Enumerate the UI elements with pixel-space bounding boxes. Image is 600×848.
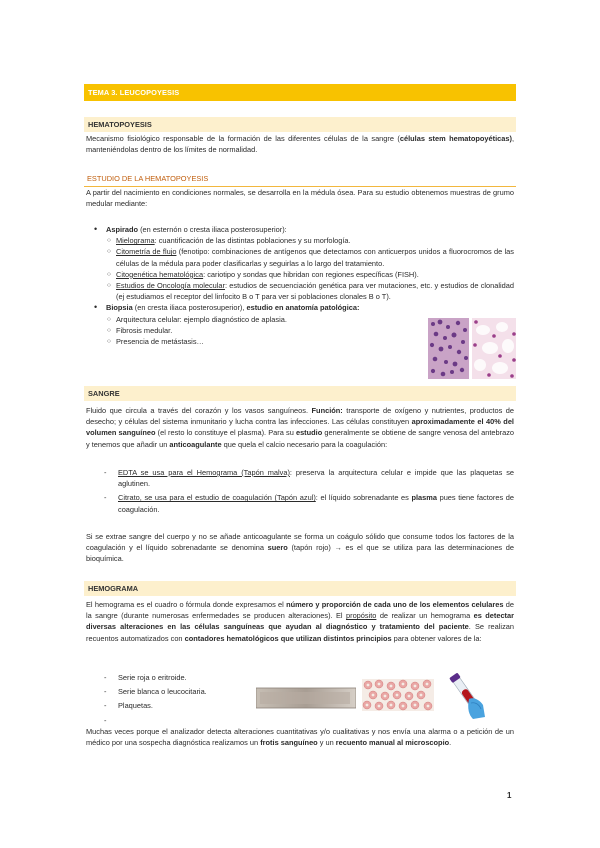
list-item: - Plaquetas. [86,700,246,711]
bold-text: estudio en anatomía patológica: [246,303,360,313]
bold-text: Biopsia [106,303,133,313]
text: , manteniéndolas dentro de los límites de normalidad. [86,134,514,155]
text: (en cresta iliaca posterosuperior), [132,303,247,313]
section-heading-sangre: SANGRE [84,386,516,401]
text: . Se realizan recuentos automatizados con [86,622,514,643]
text: generalmente se obtiene de sangre venosa del antebrazo y tenemos que añadir un [86,428,514,449]
list-item-edta [86,467,514,489]
term: Estudios de Oncología molecular [116,281,226,291]
text: El hemograma es el cuadro o fórmula donde expresamos el [86,600,287,609]
sangre-paragraph-1 [86,405,514,450]
list-item: - Serie blanca o leucocitaria. [86,686,246,697]
hemograma-paragraph-1 [86,599,514,644]
text: y un [317,738,336,748]
bold-text: Aspirado [106,225,139,234]
text: transporte de oxígeno y nutrientes, productos de desecho; y células del sistema inmunitario y lucha contra las infecciones. Las células constituyen [86,406,514,427]
list-item: - Serie roja o eritroide. [86,672,246,683]
bold-text: número y proporción de cada uno de los elementos celulares [286,600,504,609]
text: Si se extrae sangre del cuerpo y no se añade anticoagulante se forma un coágulo sólido que consume todos los factores de la coagulación y el líquido sobrenadante se denomina [86,532,514,553]
list-item [86,269,514,280]
bold-text: es detectar diversas alteraciones en las células sanguíneas que ayudan al diagnóstico y tratamiento del paciente [86,611,515,632]
text: : preserva la arquitectura celular e impide que las plaquetas se aglutinen. [118,468,514,489]
list-item: ○ Arquitectura celular: ejemplo diagnóstico de aplasia. [86,314,514,325]
list-item: ○ Presencia de metástasis… [86,336,514,347]
text: (en esternón o cresta iliaca posterosuperior): [138,225,287,234]
bold-text: células stem hematopoyéticas) [399,134,512,143]
text: (fenotipo: combinaciones de antígenos que detectamos con anticuerpos unidos a fluorocromos de las células de la médula para poder clasificarlas y seguirlas a lo largo del tratamiento. [116,247,514,268]
section-heading-hematopoyesis: HEMATOPOYESIS [84,117,516,132]
list-item [86,235,514,246]
list-item [86,715,246,726]
text: de realizar un hemograma [376,611,474,621]
estudio-intro: A partir del nacimiento en condiciones normales, se desarrolla en la médula ósea. Para su estudio obtenemos muestras de grumo medular mediante: [86,188,514,209]
text: para obtener valores de la: [391,633,482,643]
text: . [449,738,452,748]
document-title: TEMA 3. LEUCOPOYESIS [84,84,516,101]
bold-text: estudio [295,428,323,438]
subheading-estudio: ESTUDIO DE LA HEMATOPOYESIS [84,173,516,187]
bold-text: suero [267,543,288,553]
hematopoyesis-paragraph [86,133,514,155]
bold-text: Función: [311,406,343,415]
list-item [86,246,514,268]
blood-smear-slide-image [256,687,356,709]
list-item-citrato [86,492,514,514]
text: pues tiene factores de coagulación. [118,493,515,514]
bold-text: recuento manual al microscopio [335,738,450,748]
red-blood-cells-image [362,679,434,711]
list-item-biopsia [86,302,426,313]
list-item: ○ Fibrosis medular. [86,325,514,336]
blood-series-list [86,672,246,726]
blood-tube-image [447,669,487,721]
underlined-text: propósito [346,611,377,621]
text: Mecanismo fisiológico responsable de la formación de las diferentes células de la sangre ( [86,134,400,143]
text: : el líquido sobrenadante es [315,493,412,503]
bold-text: contadores hematológicos que utilizan distintos principios [184,633,392,643]
term: EDTA se usa para el Hemograma (Tapón malva) [118,468,290,477]
bold-text: anticoagulante [169,439,222,449]
text: de la sangre (durante numerosas enfermedades se producen alteraciones). El [86,600,514,621]
hemograma-paragraph-2 [86,726,514,748]
text: que quela el calcio necesario para la coagulación: [221,439,388,449]
term: Citogenética hematológica [116,269,204,279]
sangre-paragraph-2 [86,531,514,565]
term: Mielograma [116,236,155,246]
bone-marrow-histology-image [428,318,516,379]
text: : cuantificación de las distintas poblaciones y su morfología. [154,236,351,246]
term: Citrato, se usa para el estudio de coagulación (Tapón azul) [118,493,316,503]
section-heading-hemograma: HEMOGRAMA [84,581,516,596]
bold-text: plasma [411,493,437,503]
bold-text: frotis sanguíneo [260,738,318,748]
bold-text: aproximadamente el 40% del volumen sanguíneo [86,417,514,438]
text: Fluido que circula a través del corazón y los vasos sanguíneos. [86,406,312,415]
text: (el resto lo constituye el plasma). Para su [155,428,296,438]
text: : cariotipo y sondas que hibridan con regiones específicas (FISH). [203,269,419,279]
page-number: 1 [507,791,512,800]
list-item [86,280,514,302]
term: Citometría de flujo [116,247,177,257]
text: Muchas veces porque el analizador detecta alteraciones cuantitativas y/o cualitativas y nos envía una alarma o a petición de un médico por una sospecha diagnóstica realizamos un [86,727,514,748]
text: (tapón rojo) → es el que se utiliza para las determinaciones de bioquímica. [86,543,514,564]
anticoagulant-list [86,467,514,515]
list-item-aspirado [86,224,514,235]
text: : estudios de secuenciación genética para ver mutaciones, etc. y estudios de clonalidad (ej estudiamos el receptor del linfocito B o T para ver si poblaciones clonales B o T). [116,281,514,302]
